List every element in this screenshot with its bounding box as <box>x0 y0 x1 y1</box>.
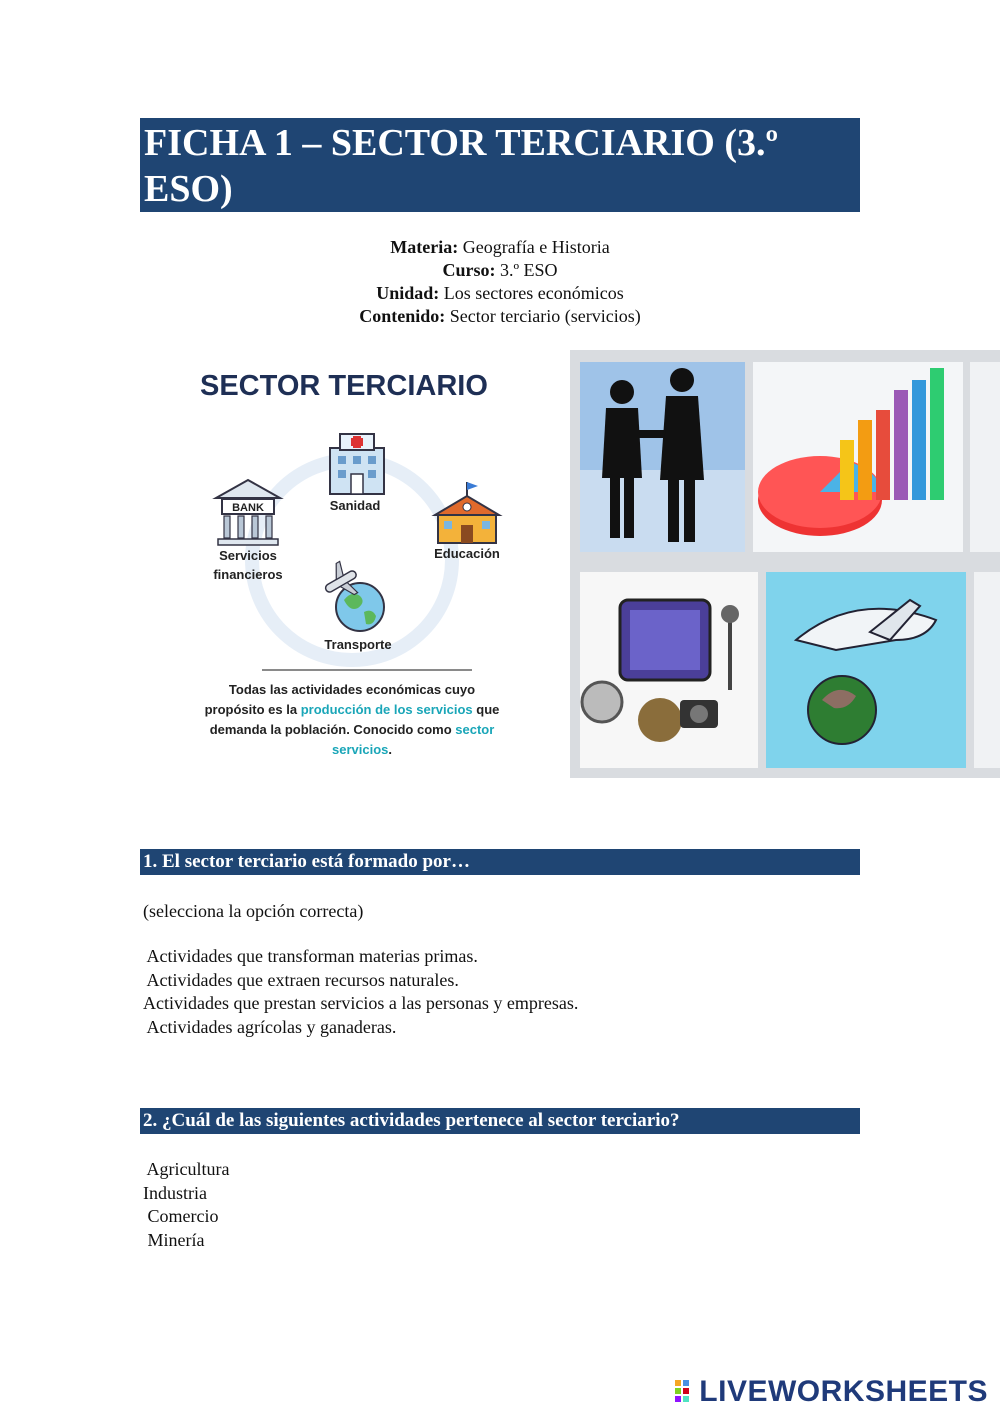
plane-globe-image <box>766 572 966 768</box>
q2-option-1[interactable]: Agricultura <box>143 1159 230 1179</box>
label-educacion: Educación <box>434 546 500 561</box>
infographic-title: SECTOR TERCIARIO <box>200 370 488 402</box>
sector-terciario-infographic <box>180 350 565 770</box>
worksheet-title <box>140 118 860 212</box>
q2-option-3[interactable]: Comercio <box>143 1206 219 1226</box>
info-row-course: Curso: 3.º ESO <box>442 260 558 280</box>
title-line-2: ESO) <box>144 168 233 210</box>
school-icon <box>435 482 499 543</box>
label-sanidad: Sanidad <box>329 498 381 513</box>
worksheet-info <box>0 236 1000 328</box>
partial-image-bottom <box>974 572 1000 768</box>
q2-option-2[interactable]: Industria <box>143 1182 207 1203</box>
description-line-1: Todas las actividades económicas cuyo <box>228 682 476 697</box>
handshake-image <box>580 362 745 552</box>
info-row-subject: Materia: Geografía e Historia <box>390 237 610 257</box>
question-1-heading: 1. El sector terciario está formado por… <box>140 849 860 875</box>
label-transporte: Transporte <box>324 637 392 652</box>
q1-option-2[interactable]: Actividades que extraen recursos naturales. <box>143 969 459 990</box>
services-collage-image <box>570 350 1000 778</box>
question-2-heading: 2. ¿Cuál de las siguientes actividades pertenece al sector terciario? <box>140 1108 860 1134</box>
q1-option-1[interactable]: Actividades que transforman materias primas. <box>143 946 478 966</box>
question-1-options <box>143 945 578 1039</box>
liveworksheets-mark-icon <box>675 1380 697 1404</box>
q1-option-4[interactable]: Actividades agrícolas y ganaderas. <box>143 1016 397 1037</box>
q2-option-4[interactable]: Minería <box>143 1229 205 1250</box>
globe-plane-icon <box>317 557 384 631</box>
bank-sign: BANK <box>232 502 264 514</box>
info-row-content: Contenido: Sector terciario (servicios) <box>359 306 641 326</box>
description-line-3: demanda la población. Conocido como sector <box>209 722 495 737</box>
liveworksheets-brand: LIVEWORKSHEETS <box>699 1375 988 1408</box>
description-line-2: propósito es la producción de los servicios que <box>204 702 500 717</box>
label-servicios: Servicios <box>219 548 277 563</box>
liveworksheets-logo <box>675 1372 988 1412</box>
q1-option-3[interactable]: Actividades que prestan servicios a las personas y empresas. <box>143 993 579 1013</box>
info-row-unit: Unidad: Los sectores económicos <box>376 283 624 303</box>
hospital-icon <box>330 434 384 494</box>
charts-image <box>753 362 963 552</box>
title-line-1: FICHA 1 – SECTOR TERCIARIO (3.º <box>144 122 779 164</box>
label-financieros: financieros <box>213 567 283 582</box>
question-2-options <box>143 1158 229 1252</box>
partial-image-top <box>970 362 1000 552</box>
description-line-4: servicios. <box>332 742 392 757</box>
question-1-instruction: (selecciona la opción correcta) <box>143 901 364 921</box>
media-image <box>580 572 758 768</box>
